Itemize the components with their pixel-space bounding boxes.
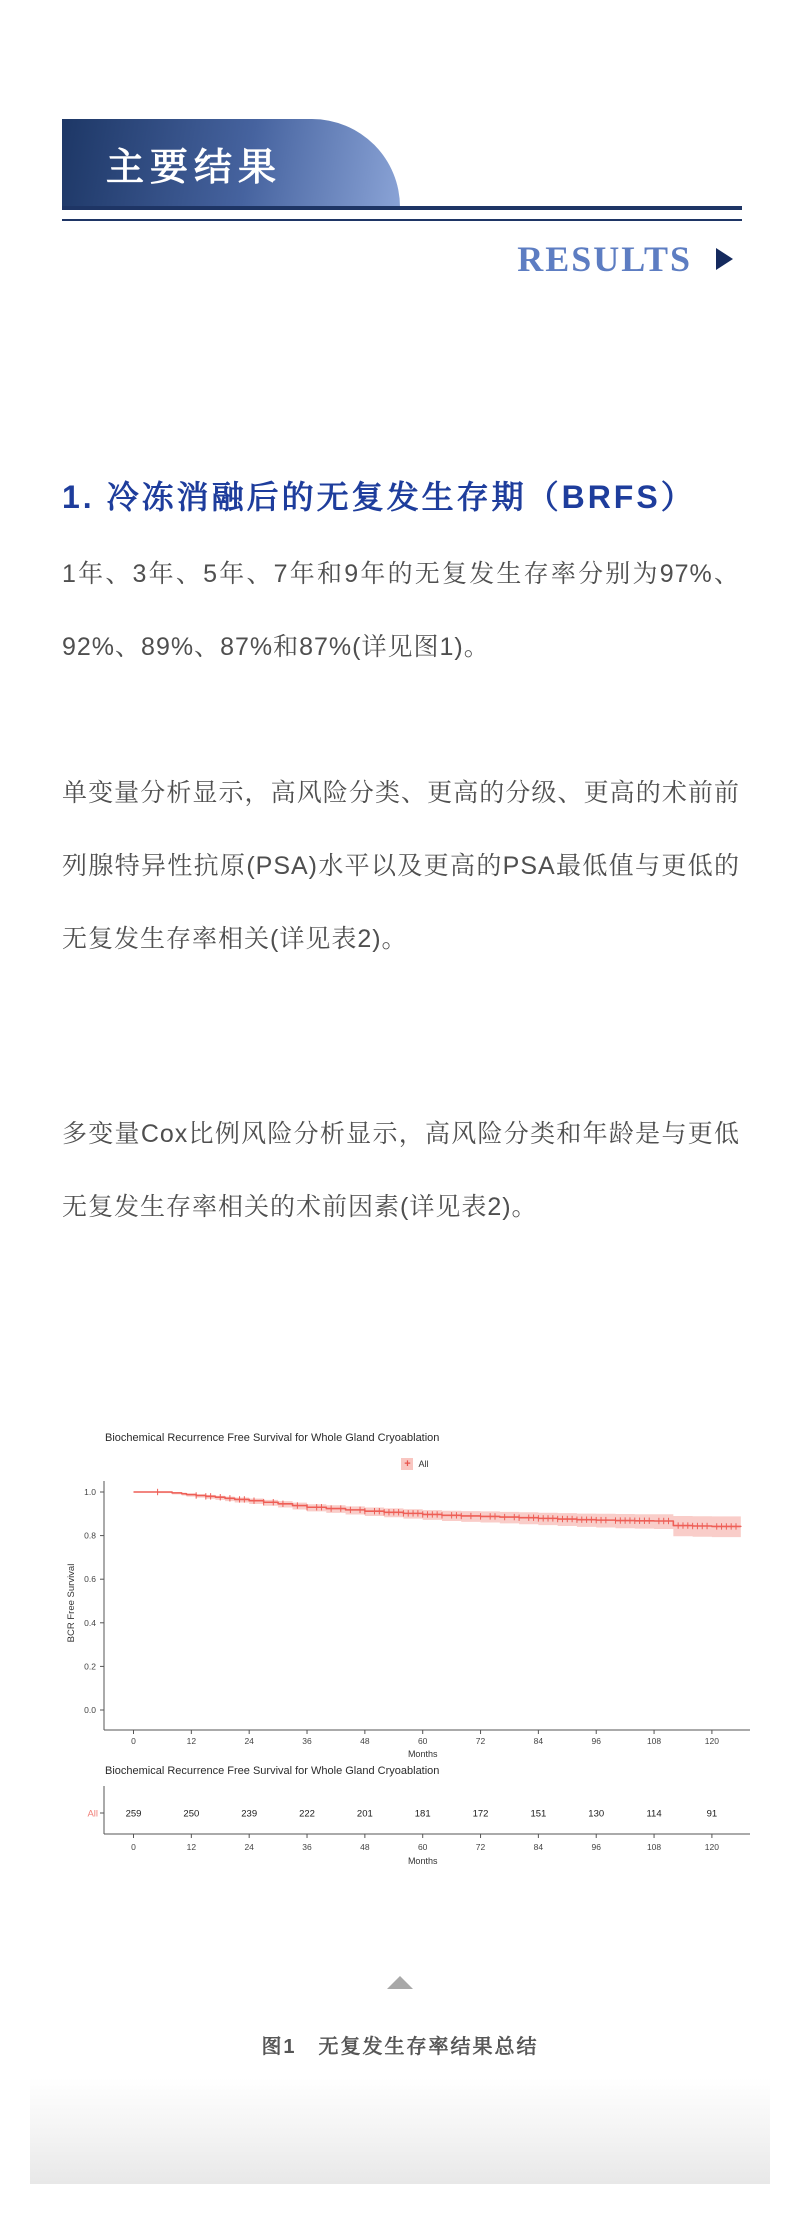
svg-text:250: 250 [183, 1808, 200, 1820]
legend-label: All [418, 1458, 429, 1469]
results-label: RESULTS [517, 239, 692, 279]
svg-text:Months: Months [407, 1749, 438, 1759]
svg-text:96: 96 [591, 1736, 601, 1746]
km-survival-plot [60, 1473, 770, 1773]
svg-text:72: 72 [475, 1736, 486, 1746]
svg-text:120: 120 [704, 1842, 719, 1852]
svg-text:0: 0 [131, 1736, 136, 1746]
divider-thin [62, 219, 742, 221]
chart-legend [60, 1457, 770, 1470]
paragraph-univariate: 单变量分析显示，高风险分类、更高的分级、更高的术前前列腺特异性抗原(PSA)水平以及更高的PSA最低值与更低的无复发生存率相关(详见表2)。 [62, 779, 740, 953]
svg-text:120: 120 [704, 1736, 719, 1746]
svg-text:201: 201 [356, 1808, 373, 1820]
svg-text:24: 24 [244, 1736, 254, 1746]
legend-swatch-icon: + [401, 1458, 413, 1470]
divider-thick [62, 206, 742, 210]
svg-text:84: 84 [533, 1736, 544, 1746]
svg-text:84: 84 [533, 1842, 544, 1852]
svg-text:Months: Months [407, 1856, 438, 1866]
svg-text:91: 91 [706, 1808, 718, 1820]
svg-text:12: 12 [186, 1736, 197, 1746]
svg-text:130: 130 [588, 1808, 605, 1820]
svg-text:0: 0 [131, 1842, 136, 1852]
svg-text:0.8: 0.8 [84, 1530, 96, 1541]
svg-text:96: 96 [591, 1842, 601, 1852]
arrow-right-icon [716, 248, 733, 270]
section-banner [62, 119, 400, 207]
collapse-icon[interactable] [387, 1976, 413, 1989]
svg-text:36: 36 [302, 1736, 312, 1746]
risk-table-title: Biochemical Recurrence Free Survival for Whole Gland Cryoablation [105, 1765, 440, 1777]
svg-text:72: 72 [475, 1842, 486, 1852]
svg-text:24: 24 [244, 1842, 254, 1852]
svg-text:BCR Free Survival: BCR Free Survival [66, 1563, 77, 1643]
svg-text:0.2: 0.2 [84, 1661, 96, 1672]
svg-text:108: 108 [646, 1736, 662, 1746]
results-header [517, 238, 733, 280]
svg-text:181: 181 [414, 1808, 431, 1820]
svg-text:0.0: 0.0 [84, 1705, 96, 1715]
risk-table-plot [60, 1780, 770, 1875]
svg-text:222: 222 [299, 1808, 315, 1820]
section-heading: 1. 冷冻消融后的无复发生存期（BRFS） [62, 479, 696, 515]
svg-text:239: 239 [241, 1808, 258, 1820]
svg-text:0.4: 0.4 [84, 1617, 96, 1628]
svg-text:60: 60 [417, 1736, 428, 1746]
svg-text:172: 172 [472, 1808, 489, 1820]
svg-text:1.0: 1.0 [84, 1487, 96, 1497]
chart-title: Biochemical Recurrence Free Survival for Whole Gland Cryoablation [105, 1432, 440, 1444]
svg-text:All: All [87, 1808, 98, 1820]
next-section-preview [30, 2078, 770, 2184]
svg-text:60: 60 [417, 1842, 428, 1852]
svg-text:259: 259 [125, 1808, 142, 1820]
paragraph-multivariate: 多变量Cox比例风险分析显示，高风险分类和年龄是与更低无复发生存率相关的术前因素(详见表2)。 [62, 1120, 740, 1221]
svg-text:12: 12 [186, 1842, 197, 1852]
svg-text:48: 48 [360, 1736, 370, 1746]
km-figure [60, 1415, 770, 1875]
section-banner-title: 主要结果 [106, 146, 283, 189]
paragraph-brfs-rates: 1年、3年、5年、7年和9年的无复发生存率分别为97%、92%、89%、87%和87%(详见图1)。 [62, 560, 740, 661]
svg-text:108: 108 [646, 1842, 662, 1852]
svg-text:0.6: 0.6 [84, 1574, 96, 1585]
svg-text:48: 48 [360, 1842, 370, 1852]
figure-caption: 图1 无复发生存率结果总结 [261, 2036, 539, 2058]
svg-text:151: 151 [530, 1808, 547, 1820]
svg-text:114: 114 [646, 1808, 662, 1820]
svg-text:36: 36 [302, 1842, 312, 1852]
